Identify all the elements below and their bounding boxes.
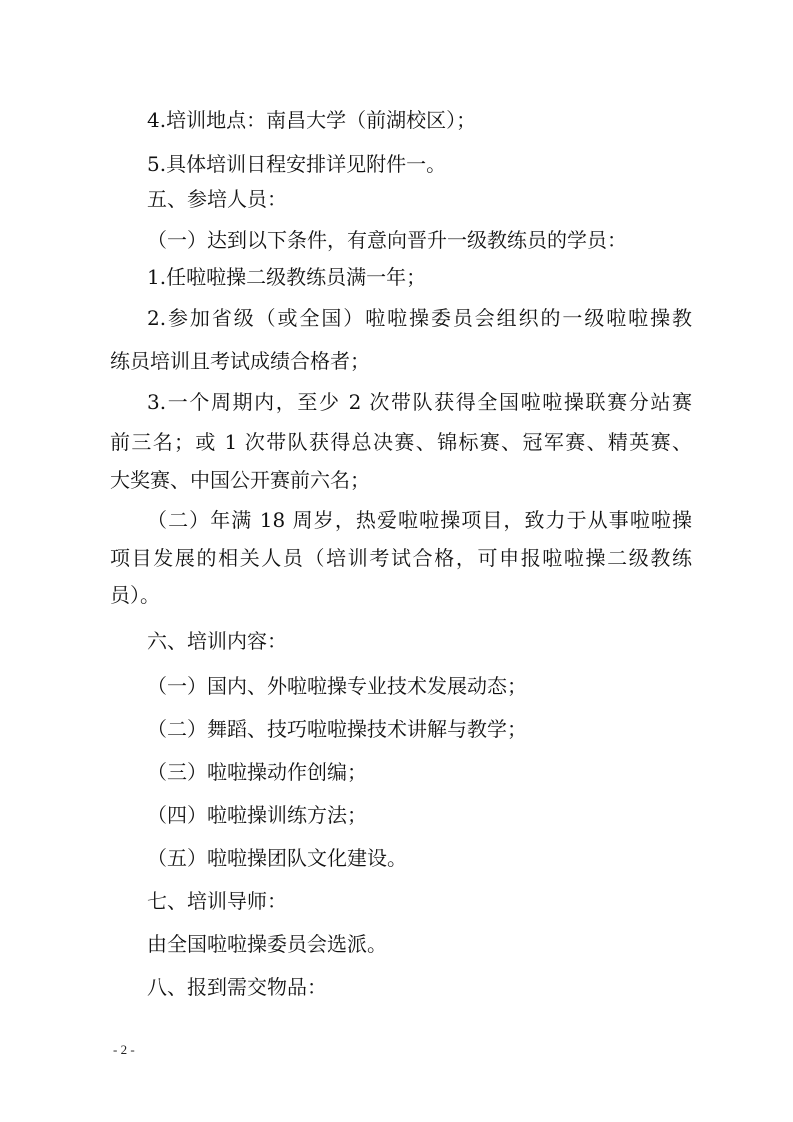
- text-line: （五）啦啦操团队文化建设。: [147, 846, 407, 870]
- section-heading: 六、培训内容：: [147, 629, 287, 653]
- text-line: （一）达到以下条件，有意向晋升一级教练员的学员：: [147, 228, 627, 252]
- text-line: 3.一个周期内，至少 2 次带队获得全国啦啦操联赛分站赛: [147, 390, 692, 414]
- text-line: （四）啦啦操训练方法；: [147, 803, 367, 827]
- text-line: 项目发展的相关人员（培训考试合格，可申报啦啦操二级教练: [110, 546, 692, 570]
- text-line: 前三名；或 1 次带队获得总决赛、锦标赛、冠军赛、精英赛、: [110, 430, 692, 454]
- section-heading: 七、培训导师：: [147, 889, 287, 913]
- text-line: 1.任啦啦操二级教练员满一年；: [147, 265, 427, 289]
- section-heading: 八、报到需交物品：: [147, 975, 327, 999]
- page-number: - 2 -: [113, 1042, 135, 1057]
- text-line: 员）。: [110, 583, 160, 607]
- text-line: 5.具体培训日程安排详见附件一。: [147, 152, 447, 176]
- text-line: （三）啦啦操动作创编；: [147, 760, 367, 784]
- text-line: （二）年满 18 周岁，热爱啦啦操项目，致力于从事啦啦操: [147, 508, 692, 532]
- text-line: （二）舞蹈、技巧啦啦操技术讲解与教学；: [147, 717, 527, 741]
- text-line: 大奖赛、中国公开赛前六名；: [110, 468, 370, 492]
- text-line: 4.培训地点：南昌大学（前湖校区）；: [147, 108, 477, 132]
- text-line: （一）国内、外啦啦操专业技术发展动态；: [147, 674, 527, 698]
- text-line: 2.参加省级（或全国）啦啦操委员会组织的一级啦啦操教: [147, 306, 692, 330]
- text-line: 由全国啦啦操委员会选派。: [147, 932, 387, 956]
- section-heading: 五、参培人员：: [147, 187, 287, 211]
- text-line: 练员培训且考试成绩合格者；: [110, 349, 370, 373]
